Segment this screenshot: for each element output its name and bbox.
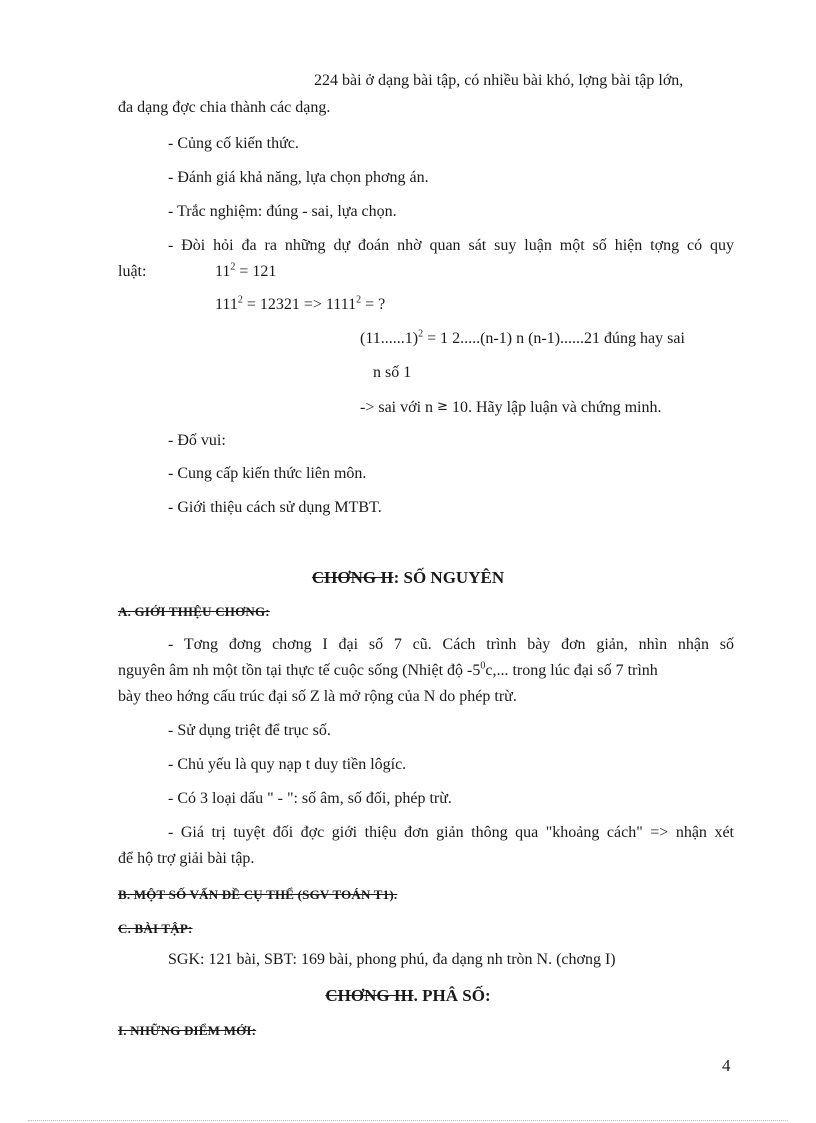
chapter-2-name: : SỐ NGUYÊN: [393, 568, 505, 587]
eq2-a: 111: [215, 296, 238, 313]
bullet-calculator: - Giới thiệu cách sử dụng MTBT.: [168, 499, 382, 516]
predict-line-1: - Đòi hỏi đa ra những dự đoán nhờ quan sát suy luận một số hiện tợng có quy: [168, 237, 734, 254]
equation-2: [215, 295, 385, 315]
eq1-rest: = 121: [235, 263, 277, 280]
para-line-2-text-a: nguyên âm nh một tồn tại thực tế cuộc sống (Nhiệt độ -5: [118, 662, 481, 679]
eq3-b: = 1 2.....(n-1) n (n-1)......21 đúng hay sai: [423, 330, 685, 347]
chapter-2-para-line-1: - Tơng đơng chơng I đại số 7 cũ. Cách trình bày đơn giản, nhìn nhận số: [168, 636, 734, 653]
eq4-a: -> sai với n: [360, 399, 438, 416]
chapter-2-title: [0, 567, 816, 589]
chapter-2-label: CHƠNG II: [311, 568, 394, 587]
equation-4: [360, 397, 661, 418]
eq2-c: = ?: [361, 296, 386, 313]
eq2-exponent-a: 2: [237, 294, 243, 306]
section-a-heading: A. GIỚI THIỆU CHƠNG:: [118, 604, 270, 619]
section-c-heading: C. BÀI TẬP:: [118, 921, 193, 936]
eq2-exponent-b: 2: [356, 294, 362, 306]
predict-label: luật:: [118, 263, 147, 280]
eq3-exponent: 2: [418, 328, 424, 340]
intro-line-1: 224 bài ở dạng bài tập, có nhiều bài khó, lợng bài tập lớn,: [314, 72, 684, 89]
eq3-a: (11......1): [360, 330, 419, 347]
eq4-b: 10. Hãy lập luận và chứng minh.: [447, 399, 662, 416]
bullet-interdisciplinary: - Cung cấp kiến thức liên môn.: [168, 465, 367, 482]
page-bottom-divider: [28, 1120, 788, 1121]
section-i-heading: I. NHỮNG ĐIỂM MỚI:: [118, 1023, 257, 1038]
degree-superscript: 0: [480, 660, 486, 672]
eq2-b: = 12321 => 1111: [242, 296, 357, 313]
absolute-value-line-2: để hộ trợ giải bài tập.: [118, 850, 255, 867]
greater-equal-symbol: ≥: [437, 399, 448, 414]
bullet-quiz: - Trắc nghiệm: đúng - sai, lựa chọn.: [168, 203, 397, 220]
chapter-2-para-line-2: [118, 661, 658, 681]
chapter-3-name: . PHÂ SỐ:: [413, 986, 491, 1005]
para-line-2-text-b: c,... trong lúc đại số 7 trình: [485, 662, 658, 679]
bullet-riddle: - Đố vui:: [168, 432, 226, 449]
bullet-consolidate: - Củng cố kiến thức.: [168, 135, 299, 152]
intro-line-2: đa dạng đợc chia thành các dạng.: [118, 99, 331, 116]
section-b-heading: B. MỘT SỐ VẤN ĐỀ CỤ THỂ (SGV TOÁN T1).: [118, 887, 398, 902]
chapter-3-label: CHƠNG III: [325, 986, 414, 1005]
page-number: 4: [722, 1056, 731, 1075]
exercise-summary: SGK: 121 bài, SBT: 169 bài, phong phú, đa dạng nh tròn N. (chơng I): [168, 951, 616, 968]
bullet-number-line: - Sử dụng triệt để trục số.: [168, 722, 331, 739]
bullet-minus-signs: - Có 3 loại dấu " - ": số âm, số đối, phép trừ.: [168, 790, 452, 807]
chapter-2-para-line-3: bày theo hớng cấu trúc đại số Z là mở rộng của N do phép trừ.: [118, 688, 517, 705]
bullet-induction: - Chủ yếu là quy nạp t duy tiền lôgíc.: [168, 756, 407, 773]
equation-1: [215, 262, 276, 282]
eq1-exponent: 2: [230, 261, 236, 273]
equation-3: [360, 329, 685, 349]
equation-3-note: n số 1: [373, 364, 412, 381]
absolute-value-line-1: - Giá trị tuyệt đối đợc giới thiệu đơn giản thông qua "khoảng cách" => nhận xét: [168, 824, 734, 841]
eq1-base: 11: [215, 263, 231, 280]
chapter-3-title: [0, 985, 816, 1007]
bullet-evaluate: - Đánh giá khả năng, lựa chọn phơng án.: [168, 169, 429, 186]
